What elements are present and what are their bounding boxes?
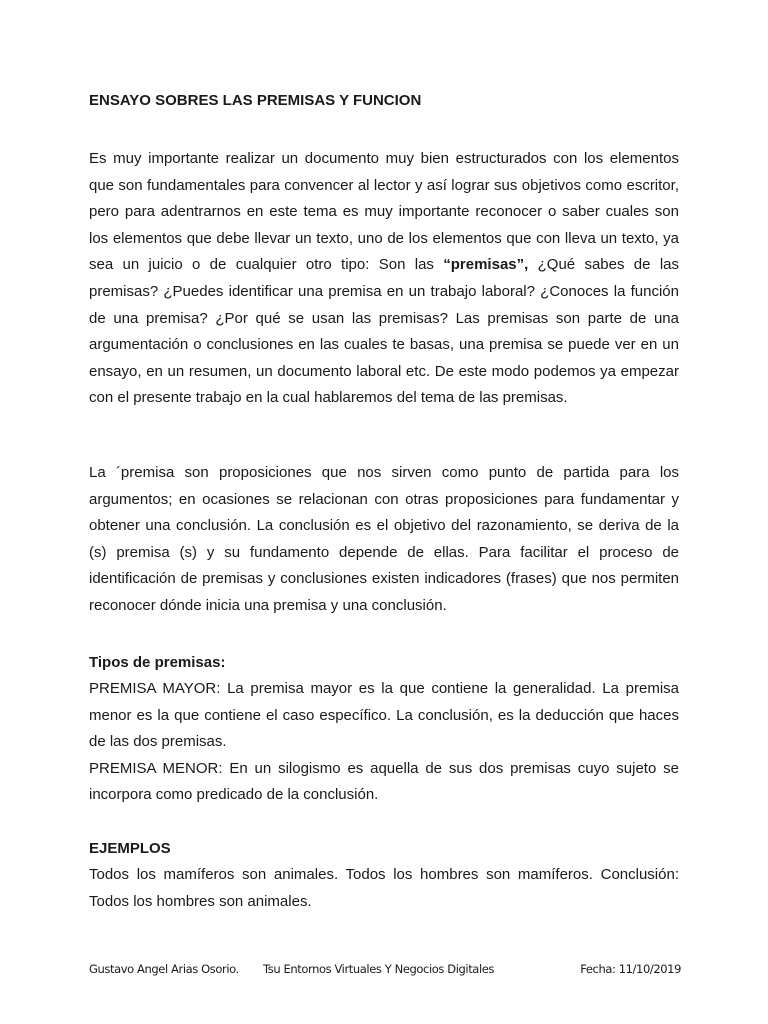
footer-author: Gustavo Angel Arias Osorio.	[89, 962, 239, 976]
intro-paragraph	[89, 146, 679, 412]
intro-bold-term: “premisas”,	[443, 256, 529, 274]
examples-paragraph: Todos los mamíferos son animales. Todos los hombres son mamíferos. Conclusión: Todos los hombres son animales.	[89, 866, 679, 910]
footer-program: Tsu Entornos Virtuales Y Negocios Digitales	[263, 962, 495, 976]
intro-text-part1: Es muy importante realizar un documento muy bien estructurados con los elementos que son fundamentales para convencer al lector y así lograr sus objetivos como escritor, pero para adentrarnos en este tema es muy importante reconocer o saber cuales son los elementos que debe llevar un texto, uno de los elementos que con lleva un texto, ya sea un juicio o de cualquier otro tipo: Son las	[89, 150, 679, 274]
intro-text-part2: ¿Qué sabes de las premisas? ¿Puedes identificar una premisa en un trabajo laboral? ¿Conoces la función de una premisa? ¿Por qué se usan las premisas? Las premisas son parte de una argumentación o conclusiones en las cuales te basas, una premisa se puede ver en un ensayo, en un resumen, un documento laboral etc. De este modo podemos ya empezar con el presente trabajo en la cual hablaremos del tema de las premisas.	[89, 256, 679, 407]
document-title: ENSAYO SOBRES LAS PREMISAS Y FUNCION	[89, 92, 422, 109]
premisa-mayor-text: PREMISA MAYOR: La premisa mayor es la que contiene la generalidad. La premisa menor es la que contiene el caso específico. La conclusión, es la deducción que haces de las dos premisas.	[89, 680, 679, 751]
types-section	[89, 676, 679, 809]
types-heading: Tipos de premisas:	[89, 654, 226, 671]
page-footer	[89, 958, 681, 982]
examples-heading: EJEMPLOS	[89, 840, 171, 857]
footer-date: Fecha: 11/10/2019	[580, 962, 681, 976]
premisa-menor-text: PREMISA MENOR: En un silogismo es aquella de sus dos premisas cuyo sujeto se incorpora como predicado de la conclusión.	[89, 759, 679, 804]
definition-paragraph: La ´premisa son proposiciones que nos sirven como punto de partida para los argumentos; en ocasiones se relacionan con otras proposiciones para fundamentar y obtener una conclusión. La conclusión es el objetivo del razonamiento, se deriva de la (s) premisa (s) y su fundamento depende de ellas. Para facilitar el proceso de identificación de premisas y conclusiones existen indicadores (frases) que nos permiten reconocer dónde inicia una premisa y una conclusión.	[89, 464, 679, 614]
